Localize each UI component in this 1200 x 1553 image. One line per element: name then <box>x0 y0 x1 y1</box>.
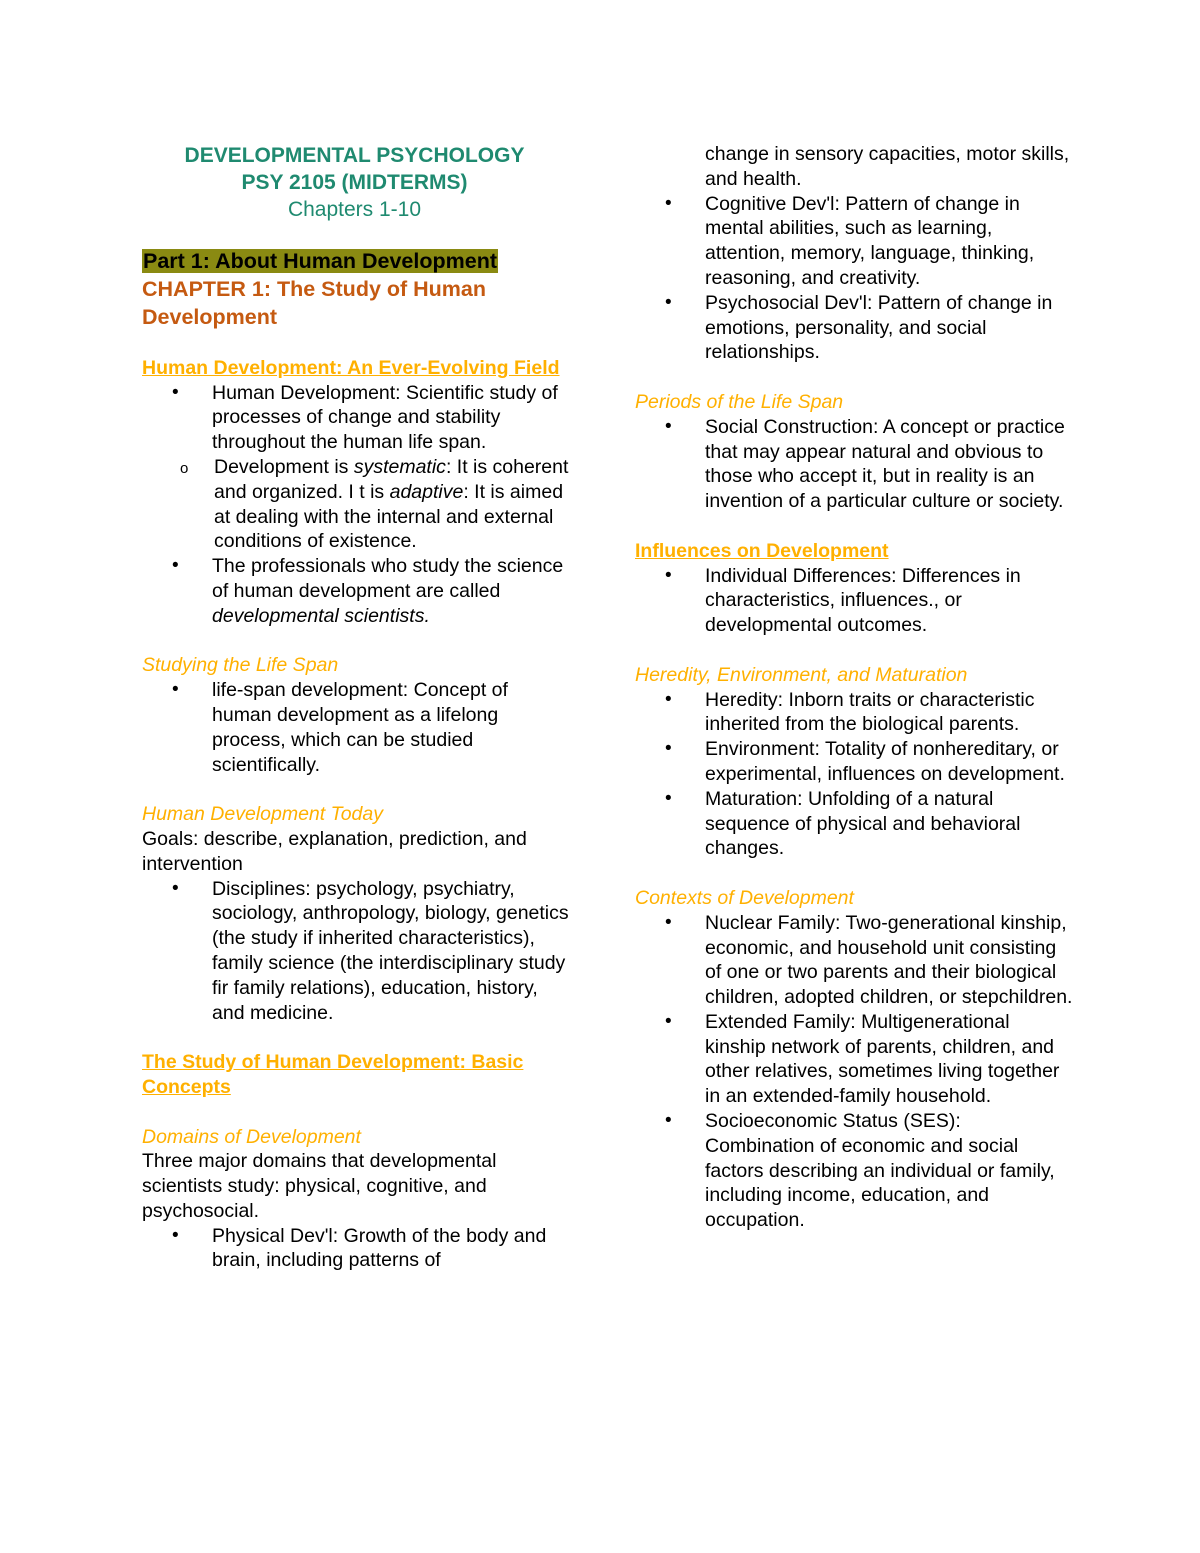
part-heading: Part 1: About Human Development <box>143 249 497 273</box>
document-title <box>142 142 567 223</box>
list-item: • The professionals who study the science of human development are called developmental scientists. <box>142 554 572 628</box>
list-item: • Environment: Totality of nonhereditary, or experimental, influences on development. <box>635 737 1075 787</box>
section-heading: Influences on Development <box>635 539 889 562</box>
bullet-list <box>635 192 1075 366</box>
section-heading: Human Development: An Ever-Evolving Field <box>142 356 560 379</box>
list-item: • Physical Dev'l: Growth of the body and brain, including patterns of <box>142 1224 572 1274</box>
paragraph: Goals: describe, explanation, prediction, and intervention <box>142 827 527 875</box>
bullet-list <box>635 142 1075 192</box>
list-item-continued: change in sensory capacities, motor skills, and health. <box>705 143 1070 190</box>
bullet-list <box>142 1224 572 1274</box>
section-heading: Heredity, Environment, and Maturation <box>635 663 968 686</box>
title-line-2: PSY 2105 (MIDTERMS) <box>241 171 468 194</box>
section-heading: Domains of Development <box>142 1125 361 1148</box>
bullet-list <box>142 877 572 1026</box>
bullet-list <box>635 415 1075 514</box>
chapter-heading: CHAPTER 1: The Study of Human Development <box>142 277 487 329</box>
list-item: • Socioeconomic Status (SES): Combination of economic and social factors describing an individual or family, including income, education, and occupation. <box>635 1109 1075 1233</box>
list-item: • Human Development: Scientific study of processes of change and stability throughout the human life span. <box>142 381 572 455</box>
list-item: • Psychosocial Dev'l: Pattern of change in emotions, personality, and social relationships. <box>635 291 1075 365</box>
list-item: • life-span development: Concept of human development as a lifelong process, which can be studied scientifically. <box>142 678 572 777</box>
right-column <box>635 142 1075 1233</box>
section-heading: Contexts of Development <box>635 886 854 909</box>
list-item: • Disciplines: psychology, psychiatry, sociology, anthropology, biology, genetics (the study if inherited characteristics), family science (the interdisciplinary study fir family relations), education, history, and medicine. <box>142 877 572 1026</box>
list-item: • Maturation: Unfolding of a natural sequence of physical and behavioral changes. <box>635 787 1075 861</box>
bullet-list <box>635 564 1075 638</box>
section-heading: Periods of the Life Span <box>635 390 844 413</box>
bullet-list <box>142 678 572 777</box>
sub-bullet-list <box>142 455 572 554</box>
list-item: o Development is systematic: It is coherent and organized. I t is adaptive: It is aimed at dealing with the internal and external conditions of existence. <box>142 455 572 554</box>
bullet-list <box>635 688 1075 862</box>
list-item: • Social Construction: A concept or practice that may appear natural and obvious to those who accept it, but in reality is an invention of a particular culture or society. <box>635 415 1075 514</box>
bullet-list <box>635 911 1075 1233</box>
list-item: • Extended Family: Multigenerational kinship network of parents, children, and other relatives, sometimes living together in an extended-family household. <box>635 1010 1075 1109</box>
title-line-1: DEVELOPMENTAL PSYCHOLOGY <box>184 144 525 167</box>
section-heading: Human Development Today <box>142 803 383 826</box>
list-item: • Nuclear Family: Two-generational kinship, economic, and household unit consisting of one or two parents and their biological children, adopted children, or stepchildren. <box>635 911 1075 1010</box>
list-item: • Cognitive Dev'l: Pattern of change in mental abilities, such as learning, attention, memory, language, thinking, reasoning, and creativity. <box>635 192 1075 291</box>
title-line-3: Chapters 1-10 <box>287 198 422 221</box>
list-item: • Individual Differences: Differences in characteristics, influences., or developmental outcomes. <box>635 564 1075 638</box>
section-heading: The Study of Human Development: Basic Concepts <box>142 1051 524 1098</box>
bullet-list <box>142 554 572 628</box>
bullet-list <box>142 381 572 455</box>
left-column <box>142 0 572 1273</box>
paragraph: Three major domains that developmental scientists study: physical, cognitive, and psychosocial. <box>142 1150 497 1222</box>
list-item: • Heredity: Inborn traits or characteristic inherited from the biological parents. <box>635 688 1075 738</box>
section-heading: Studying the Life Span <box>142 654 339 677</box>
